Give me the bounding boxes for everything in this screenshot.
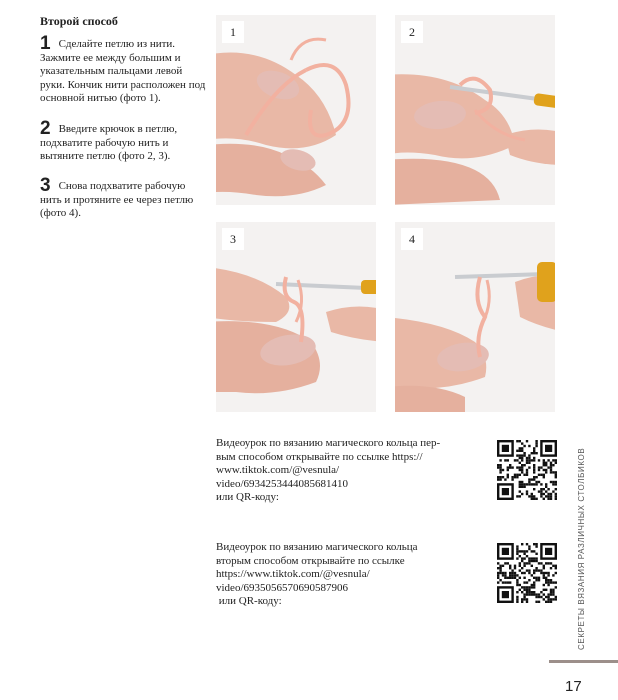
hook-in-loop-illustration <box>395 15 555 205</box>
video-text-line: или QR-коду: <box>216 595 282 608</box>
photo-label: 2 <box>401 21 423 43</box>
step-1 <box>40 33 206 106</box>
video-url-line[interactable]: video/6935056570690587906 <box>216 581 348 594</box>
qr-code-2[interactable] <box>497 543 557 603</box>
step-number: 1 <box>40 33 51 54</box>
photo-3 <box>216 222 376 412</box>
video-link-2 <box>216 541 466 609</box>
step-text: Введите крючок в петлю, подхватите рабочую нить и вытяните петлю (фото 2, 3). <box>40 123 178 163</box>
video-text-line: или QR-коду: <box>216 491 279 504</box>
photo-label: 3 <box>222 228 244 250</box>
page-number: 17 <box>565 678 582 695</box>
photo-label: 4 <box>401 228 423 250</box>
step-3 <box>40 175 206 221</box>
video-url-line[interactable]: https://www.tiktok.com/@vesnula/ <box>216 568 370 581</box>
video-link-1 <box>216 437 466 505</box>
qr-code-1[interactable] <box>497 440 557 500</box>
video-text-line: Видеоурок по вязанию магического кольца <box>216 541 418 553</box>
photo-1 <box>216 15 376 205</box>
hand-yarn-loop-illustration <box>216 15 376 205</box>
section-heading: Второй способ <box>40 14 118 28</box>
step-number: 3 <box>40 175 51 196</box>
video-text-line: Видеоурок по вязанию магического кольца пер- <box>216 437 441 449</box>
video-url-line[interactable]: video/6934253444085681410 <box>216 477 348 490</box>
step-text: Сделайте петлю из нити. Зажмите ее между большим и указательным пальцами левой руки. Кончик нити расположен под основной нитью (фото 1). <box>40 38 206 105</box>
photo-2 <box>395 15 555 205</box>
video-url-line[interactable]: www.tiktok.com/@vesnula/ <box>216 464 340 477</box>
photo-label: 1 <box>222 21 244 43</box>
footer-rule <box>549 660 618 663</box>
video-text-line: вым способом открывайте по ссылке https:// <box>216 450 423 463</box>
pull-yarn-illustration <box>216 222 376 412</box>
side-running-title: СЕКРЕТЫ ВЯЗАНИЯ РАЗЛИЧНЫХ СТОЛБИКОВ <box>577 447 586 650</box>
pull-through-illustration <box>395 222 555 412</box>
photo-4 <box>395 222 555 412</box>
step-2 <box>40 118 206 164</box>
step-number: 2 <box>40 118 51 139</box>
step-text: Снова подхватите рабочую нить и протяните ее через петлю (фото 4). <box>40 180 194 220</box>
video-text-line: вторым способом открывайте по ссылке <box>216 554 405 567</box>
